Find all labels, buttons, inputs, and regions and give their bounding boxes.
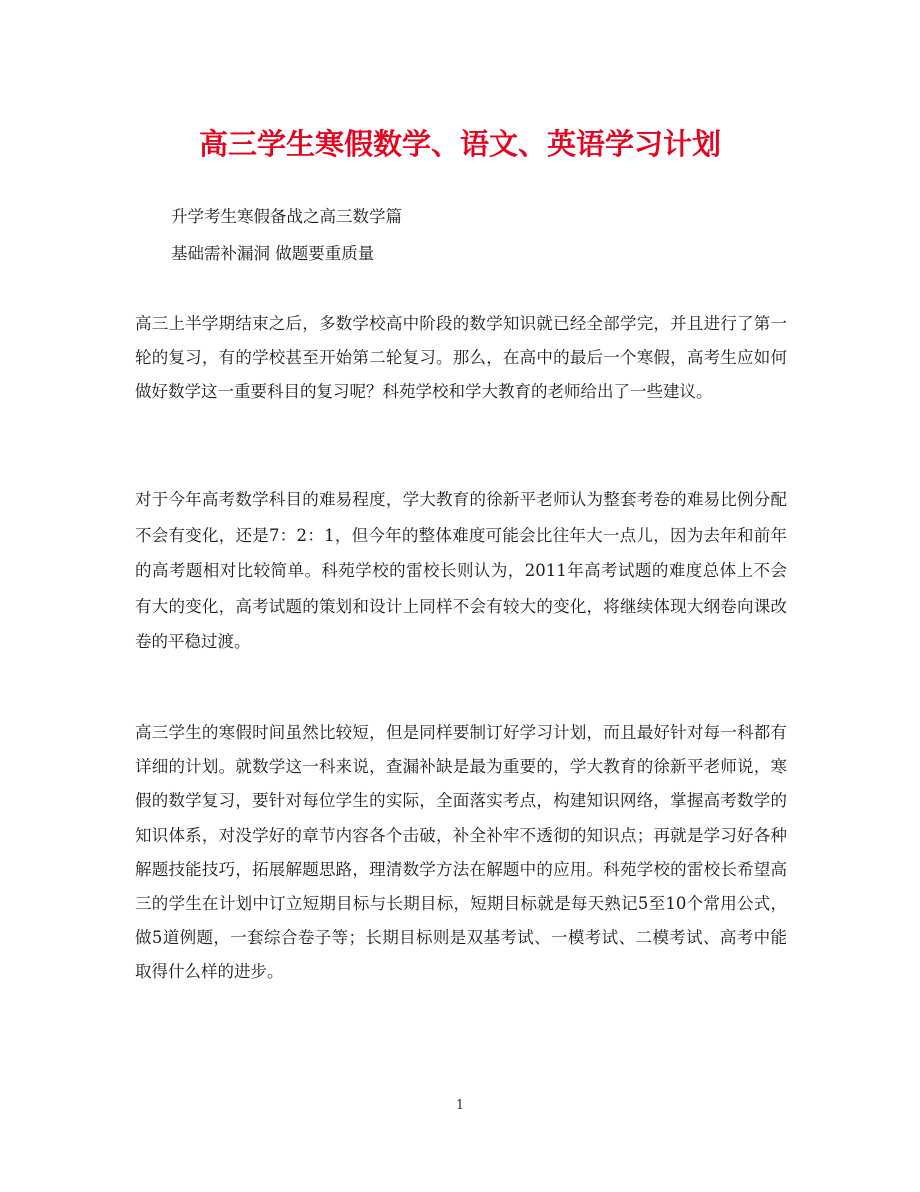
paragraph-study-plan: 高三学生的寒假时间虽然比较短，但是同样要制订好学习计划，而且最好针对每一科都有详细的计划。就数学这一科来说，查漏补缺是最为重要的，学大教育的徐新平老师说，寒假的数学复习，要针对每位学生的实际，全面落实考点，构建知识网络，掌握高考数学的知识体系，对没学好的章节内容各个击破，补全补牢不透彻的知识点；再就是学习好各种解题技能技巧，拓展解题思路，理清数学方法在解题中的应用。科苑学校的雷校长希望高三的学生在计划中订立短期目标与长期目标，短期目标就是每天熟记5至10个常用公式，做5道例题，一套综合卷子等；长期目标则是双基考试、一模考试、二模考试、高考中能取得什么样的进步。 xyxy=(135,723,787,982)
paragraph-intro: 高三上半学期结束之后，多数学校高中阶段的数学知识就已经全部学完，并且进行了第一轮的复习，有的学校甚至开始第二轮复习。那么，在高中的最后一个寒假，高考生应如何做好数学这一重要科目的复习呢？科苑学校和学大教育的老师给出了一些建议。 xyxy=(135,314,787,401)
page-number: 1 xyxy=(455,1098,465,1113)
subheading-math-section: 升学考生寒假备战之高三数学篇 xyxy=(171,207,402,226)
subheading-tagline: 基础需补漏洞 做题要重质量 xyxy=(171,244,375,263)
document-title: 高三学生寒假数学、语文、英语学习计划 xyxy=(198,127,721,161)
paragraph-difficulty: 对于今年高考数学科目的难易程度，学大教育的徐新平老师认为整套考卷的难易比例分配不会有变化，还是7：2：1，但今年的整体难度可能会比往年大一点儿，因为去年和前年的高考题相对比较简单。科苑学校的雷校长则认为，2011年高考试题的难度总体上不会有大的变化，高考试题的策划和设计上同样不会有较大的变化，将继续体现大纲卷向课改卷的平稳过渡。 xyxy=(135,490,787,652)
